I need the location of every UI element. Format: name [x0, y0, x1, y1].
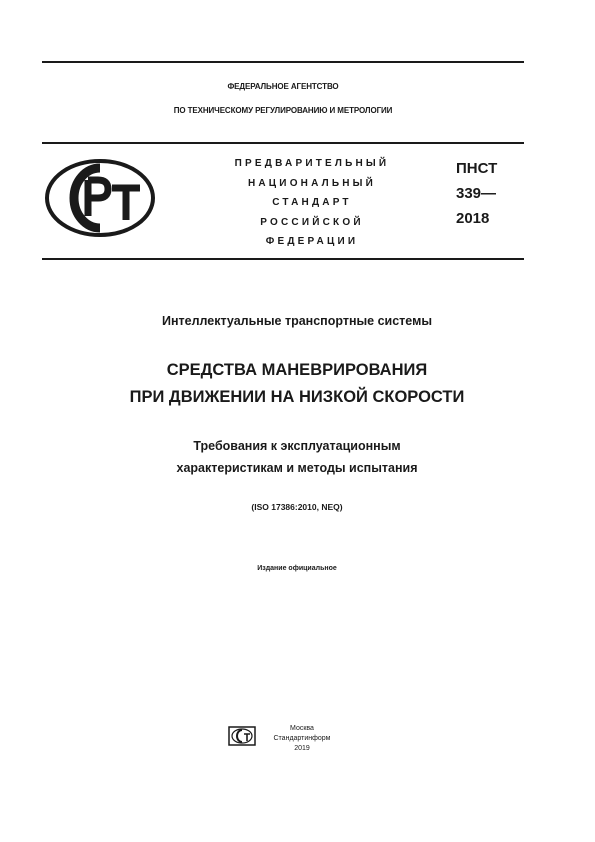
- publisher-city: Москва: [290, 725, 314, 732]
- agency-name-line2: ПО ТЕХНИЧЕСКОМУ РЕГУЛИРОВАНИЮ И МЕТРОЛОГИИ: [173, 106, 393, 115]
- document-description-line2: характеристикам и методы испытания: [176, 461, 418, 475]
- publisher-info: [262, 724, 342, 754]
- document-description: [42, 435, 552, 479]
- standard-type: [196, 154, 428, 252]
- standard-type-line: РОССИЙСКОЙ: [260, 216, 364, 228]
- standard-number-value: 339—: [456, 185, 497, 202]
- standard-type-line: НАЦИОНАЛЬНЫЙ: [247, 177, 377, 189]
- document-title-line1: СРЕДСТВА МАНЕВРИРОВАНИЯ: [166, 361, 428, 379]
- official-edition-label: Издание официальное: [257, 565, 337, 572]
- publisher-year: 2019: [294, 745, 310, 752]
- standard-year: 2018: [456, 210, 490, 227]
- standard-number: [456, 156, 497, 231]
- standard-type-line: ФЕДЕРАЦИИ: [265, 236, 359, 247]
- agency-name-line1: ФЕДЕРАЛЬНОЕ АГЕНТСТВО: [227, 82, 339, 91]
- document-title: [42, 357, 552, 411]
- document-title-line2: ПРИ ДВИЖЕНИИ НА НИЗКОЙ СКОРОСТИ: [129, 388, 465, 406]
- top-divider: [42, 61, 524, 63]
- header-divider: [42, 142, 524, 144]
- standard-code: ПНСТ: [456, 160, 498, 177]
- document-subtitle: Интеллектуальные транспортные системы: [161, 314, 433, 328]
- header-bottom-divider: [42, 258, 524, 260]
- iso-reference: (ISO 17386:2010, NEQ): [251, 502, 343, 512]
- publisher-name: Стандартинформ: [273, 735, 331, 742]
- standartinform-logo-icon: [228, 726, 256, 746]
- document-description-line1: Требования к эксплуатационным: [193, 439, 401, 453]
- standard-type-line: ПРЕДВАРИТЕЛЬНЫЙ: [234, 158, 390, 169]
- rst-logo-icon: [44, 158, 156, 238]
- standard-type-line: СТАНДАРТ: [272, 197, 352, 208]
